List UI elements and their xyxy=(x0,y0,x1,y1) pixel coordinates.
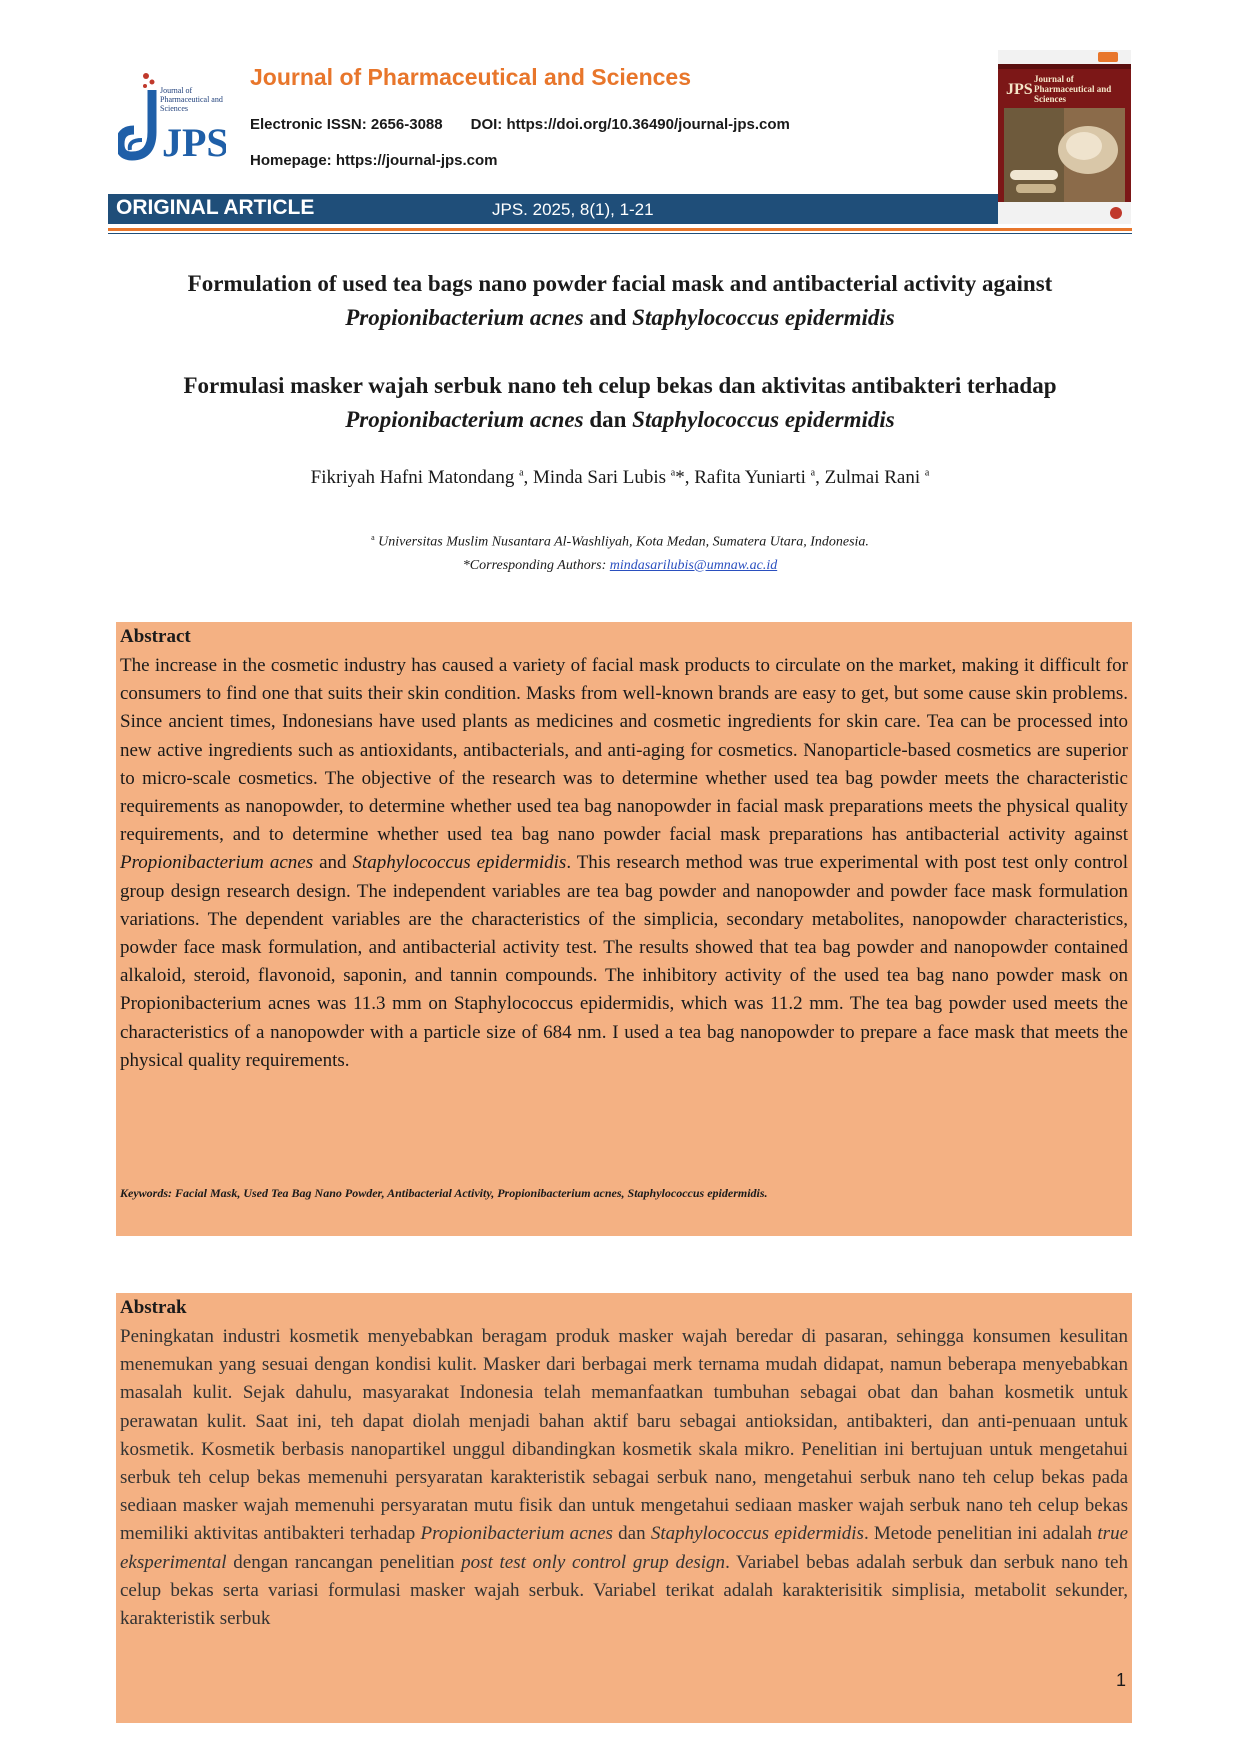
author-name: Zulmai Rani xyxy=(824,467,925,488)
cover-journal-text: Journal of Pharmaceutical and Sciences xyxy=(1034,74,1112,104)
homepage-link[interactable]: Homepage: https://journal-jps.com xyxy=(250,152,498,169)
affiliation-line: $^a$ Universitas Muslim Nusantara Al-Washliyah, Kota Medan, Sumatera Utara, Indonesia. xyxy=(371,533,869,550)
title-indonesian-species-1: Propionibacterium acnes xyxy=(345,407,584,432)
header-rule-blue xyxy=(108,233,1132,234)
issn-doi-line xyxy=(250,116,790,133)
journal-cover-image xyxy=(998,50,1131,224)
abstrak-box xyxy=(116,1293,1132,1723)
corresponding-mark: * xyxy=(675,467,685,488)
header-rule-orange xyxy=(108,228,1132,231)
author-list: Fikriyah Hafni Matondang $^a$, Minda Sari Lubis $^a$*, Rafita Yuniarti $^a$, Zulmai Rani $^a$ xyxy=(310,467,930,488)
title-english-species-1: Propionibacterium acnes xyxy=(345,305,584,330)
logo-journal-text: Journal of Pharmaceutical and Sciences xyxy=(160,86,223,113)
cover-mark-text: JPS xyxy=(1006,81,1033,98)
article-type-label: ORIGINAL ARTICLE xyxy=(116,196,315,219)
keywords-line: Keywords: Facial Mask, Used Tea Bag Nano Powder, Antibacterial Activity, Propionibacterium acnes, Staphylococcus epidermidis. xyxy=(120,1186,768,1200)
abstrak-text: Peningkatan industri kosmetik menyebabkan beragam produk masker wajah beredar di pasaran, sehingga konsumen kesulitan menemukan yang sesuai dengan kondisi kulit. Masker dari berbagai merk ternama mudah didapat, namun beberapa menyebabkan masalah kulit. Sejak dahulu, masyarakat Indonesia telah memanfaatkan tumbuhan sebagai obat dan bahan kosmetik untuk perawatan kulit. Saat ini, teh dapat diolah menjadi bahan aktif baru sebagai antioksidan, antibakteri, dan anti-penuaan untuk kosmetik. Kosmetik berbasis nanopartikel unggul dibandingkan kosmetik skala mikro. Penelitian ini bertujuan untuk mengetahui serbuk teh celup bekas memenuhi persyaratan karakteristik sebagai serbuk nano, mengetahui serbuk nano teh celup bekas pada sediaan masker wajah memenuhi persyaratan mutu fisik dan untuk mengetahui sediaan masker wajah serbuk nano teh celup bekas memiliki aktivitas antibakteri terhadap Propionibacterium acnes dan Staphylococcus epidermidis. Metode penelitian ini adalah true eksperimental dengan rancangan penelitian post test only control grup design. Variabel bebas adalah serbuk dan serbuk nano teh celup bekas serta variasi formulasi masker wajah serbuk. Variabel terikat adalah karakterisitik simplisia, metabolit sekunder, karakteristik serbuk xyxy=(120,1326,1129,1630)
author-name: Rafita Yuniarti xyxy=(694,467,811,488)
abstrak-heading: Abstrak xyxy=(120,1297,187,1318)
affiliation-block xyxy=(120,526,1120,577)
logo-mark-text: JPS xyxy=(162,120,226,165)
abstract-box xyxy=(116,622,1132,1236)
abstract-text: The increase in the cosmetic industry has caused a variety of facial mask products to circulate on the market, making it difficult for consumers to find one that suits their skin condition. Masks from well-known brands are easy to get, but some cause skin problems. Since ancient times, Indonesians have used plants as medicines and cosmetic ingredients for skin care. Tea can be processed into new active ingredients such as antioxidants, antibacterials, and anti-aging for cosmetics. Nanoparticle-based cosmetics are superior to micro-scale cosmetics. The objective of the research was to determine whether used tea bag powder meets the characteristic requirements as nanopowder, to determine whether used tea bag nanopowder in facial mask preparations meets the physical quality requirements, and to determine whether used tea bag nano powder facial mask preparations has antibacterial activity against Propionibacterium acnes and Staphylococcus epidermidis. This research method was true experimental with post test only control group design research design. The independent variables are tea bag powder and nanopowder and powder face mask formulation variations. The dependent variables are the characteristics of the simplicia, secondary metabolites, nanopowder characteristics, powder face mask formulation, and antibacterial activity test. The results showed that tea bag powder and nanopowder contained alkaloid, steroid, flavonoid, saponin, and tannin compounds. The inhibitory activity of the used tea bag nano powder mask on Propionibacterium acnes was 11.3 mm on Staphylococcus epidermidis, which was 11.2 mm. The tea bag powder used meets the characteristics of a nanopowder with a particle size of 684 nm. I used a tea bag nanopowder to prepare a face mask that meets the physical quality requirements. xyxy=(120,655,1128,1071)
title-english: Formulation of used tea bags nano powder facial mask and antibacterial activity against Propionibacterium acnes and Staphylococcus epidermidis xyxy=(187,271,1053,330)
author-name: Minda Sari Lubis xyxy=(533,467,671,488)
title-english-species-2: Staphylococcus epidermidis xyxy=(632,305,895,330)
abstract-heading: Abstract xyxy=(120,626,191,647)
article-citation: JPS. 2025, 8(1), 1-21 xyxy=(492,200,654,219)
journal-title: Journal of Pharmaceutical and Sciences xyxy=(250,64,691,90)
corresponding-email-link[interactable]: mindasarilubis@umnaw.ac.id xyxy=(609,557,778,573)
corresponding-line: *Corresponding Authors: mindasarilubis@umnaw.ac.id xyxy=(462,557,778,573)
keywords-label: Keywords xyxy=(120,1186,168,1200)
issn-text: Electronic ISSN: 2656-3088 xyxy=(250,116,443,133)
doi-link[interactable]: DOI: https://doi.org/10.36490/journal-jps.com xyxy=(470,116,790,133)
journal-logo xyxy=(118,70,226,166)
author-name: Fikriyah Hafni Matondang xyxy=(310,467,520,488)
title-indonesian-species-2: Staphylococcus epidermidis xyxy=(632,407,895,432)
title-indonesian: Formulasi masker wajah serbuk nano teh celup bekas dan aktivitas antibakteri terhadap Propionibacterium acnes dan Staphylococcus epidermidis xyxy=(183,373,1057,432)
page-number: 1 xyxy=(1116,1670,1127,1690)
